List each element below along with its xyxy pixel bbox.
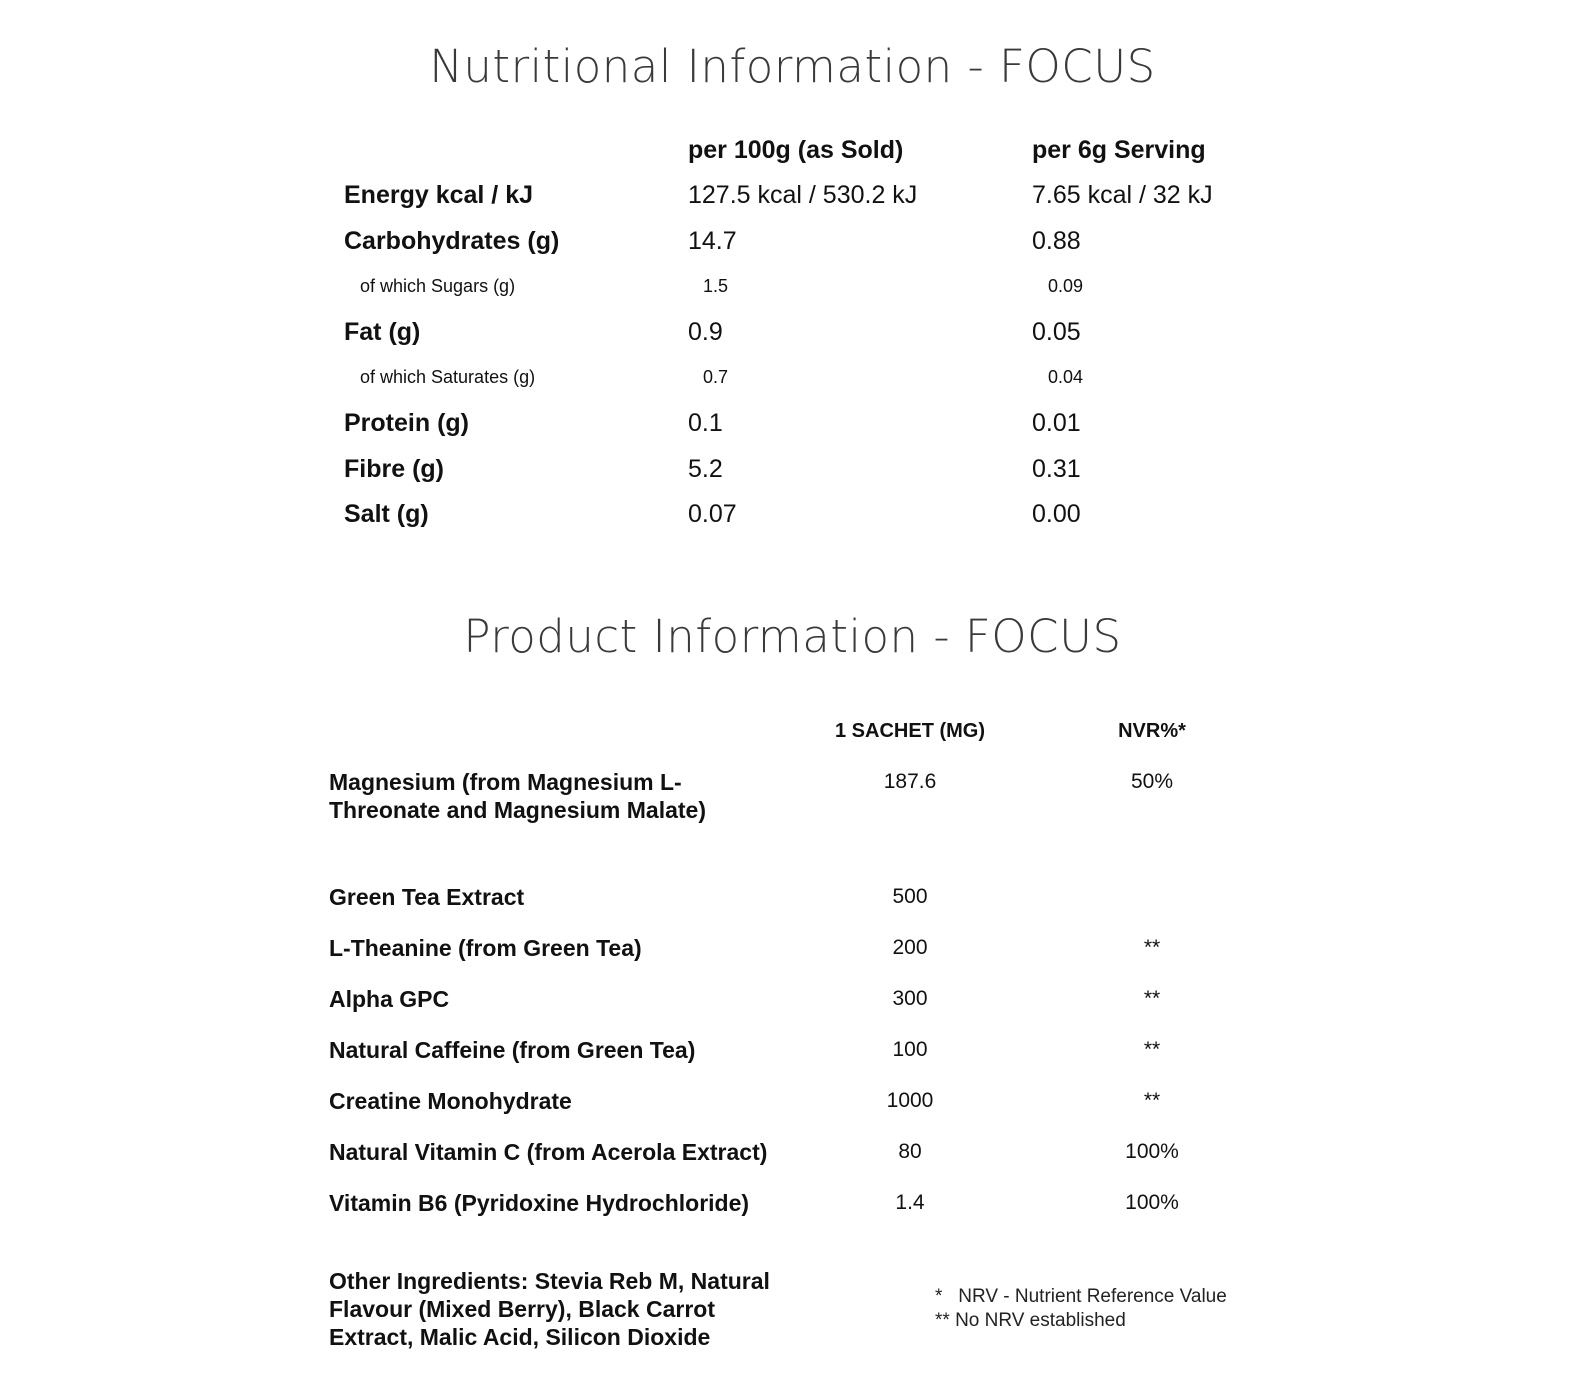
footnote-nrv: * NRV - Nutrient Reference Value (935, 1286, 1227, 1307)
per-serving-value: 0.01 (1032, 409, 1081, 437)
sachet-mg-header: 1 SACHET (MG) (835, 720, 985, 742)
ingredient-amount: 1000 (886, 1089, 934, 1112)
per-100g-header: per 100g (as Sold) (688, 136, 904, 164)
ingredient-nrv: ** (1143, 1038, 1161, 1061)
nutrition-row-carbohydrates (0, 227, 1585, 267)
ingredient-nrv: 100% (1125, 1140, 1179, 1163)
ingredient-name: Green Tea Extract (329, 884, 525, 910)
nutrient-label: Fat (g) (344, 318, 421, 346)
ingredient-nrv: 50% (1130, 770, 1174, 793)
nutrition-row-protein (0, 409, 1585, 449)
per-serving-value: 0.88 (1032, 227, 1081, 255)
ingredient-amount: 500 (892, 885, 928, 908)
nutrition-row-fat (0, 318, 1585, 358)
ingredient-amount: 1.4 (895, 1191, 925, 1214)
per-100g-value: 0.1 (688, 409, 723, 437)
ingredient-name: Vitamin B6 (Pyridoxine Hydrochloride) (329, 1190, 750, 1216)
nutrition-row-saturates (0, 367, 1585, 407)
per-serving-value: 0.00 (1032, 500, 1081, 528)
nutritional-information-title: Nutritional Information - FOCUS (429, 40, 1156, 93)
product-information-title: Product Information - FOCUS (463, 610, 1122, 663)
other-ingredients: Other Ingredients: Stevia Reb M, Natural Flavour (Mixed Berry), Black Carrot Extract, Malic Acid, Silicon Dioxide (329, 1268, 770, 1350)
nutrient-label: Protein (g) (344, 409, 469, 437)
ingredient-amount: 187.6 (883, 770, 937, 793)
nrv-percent-header: NVR%* (1118, 720, 1186, 742)
per-serving-value: 0.09 (1048, 276, 1084, 296)
per-serving-value: 0.05 (1032, 318, 1081, 346)
per-100g-value: 0.7 (703, 367, 729, 387)
ingredient-amount: 100 (892, 1038, 928, 1061)
nutrient-label: Salt (g) (344, 500, 429, 528)
nutrient-label: Fibre (g) (344, 455, 444, 483)
per-100g-value: 5.2 (688, 455, 723, 483)
per-serving-value: 0.31 (1032, 455, 1081, 483)
per-100g-value: 14.7 (688, 227, 737, 255)
nutrient-label: of which Sugars (g) (360, 276, 516, 296)
ingredient-name: Creatine Monohydrate (329, 1088, 572, 1114)
ingredient-nrv: ** (1143, 987, 1161, 1010)
footnotes (935, 1285, 1227, 1333)
ingredient-name: Natural Caffeine (from Green Tea) (329, 1037, 696, 1063)
ingredient-name: L-Theanine (from Green Tea) (329, 935, 642, 961)
ingredient-name: Magnesium (from Magnesium L-Threonate and Magnesium Malate) (329, 769, 707, 823)
ingredient-amount: 200 (892, 936, 928, 959)
per-serving-value: 7.65 kcal / 32 kJ (1032, 181, 1213, 209)
ingredient-amount: 300 (892, 987, 928, 1010)
nutrition-row-fibre (0, 455, 1585, 495)
footnote-no-nrv: ** No NRV established (935, 1310, 1126, 1331)
per-100g-value: 0.9 (688, 318, 723, 346)
nutrient-label: Carbohydrates (g) (344, 227, 560, 255)
per-100g-value: 0.07 (688, 500, 737, 528)
per-serving-value: 0.04 (1048, 367, 1084, 387)
per-100g-value: 1.5 (703, 276, 729, 296)
ingredient-nrv: ** (1143, 936, 1161, 959)
ingredient-name: Alpha GPC (329, 986, 450, 1012)
per-100g-value: 127.5 kcal / 530.2 kJ (688, 181, 918, 209)
nutrition-row-sugars (0, 276, 1585, 316)
ingredient-nrv: ** (1143, 1089, 1161, 1112)
nutrition-row-salt (0, 500, 1585, 540)
ingredient-nrv: 100% (1125, 1191, 1179, 1214)
ingredient-amount: 80 (898, 1140, 922, 1163)
ingredient-name: Natural Vitamin C (from Acerola Extract) (329, 1139, 768, 1165)
nutrient-label: Energy kcal / kJ (344, 181, 534, 209)
nutrition-row-energy (0, 181, 1585, 221)
nutrient-label: of which Saturates (g) (360, 367, 536, 387)
per-serving-header: per 6g Serving (1032, 136, 1206, 164)
